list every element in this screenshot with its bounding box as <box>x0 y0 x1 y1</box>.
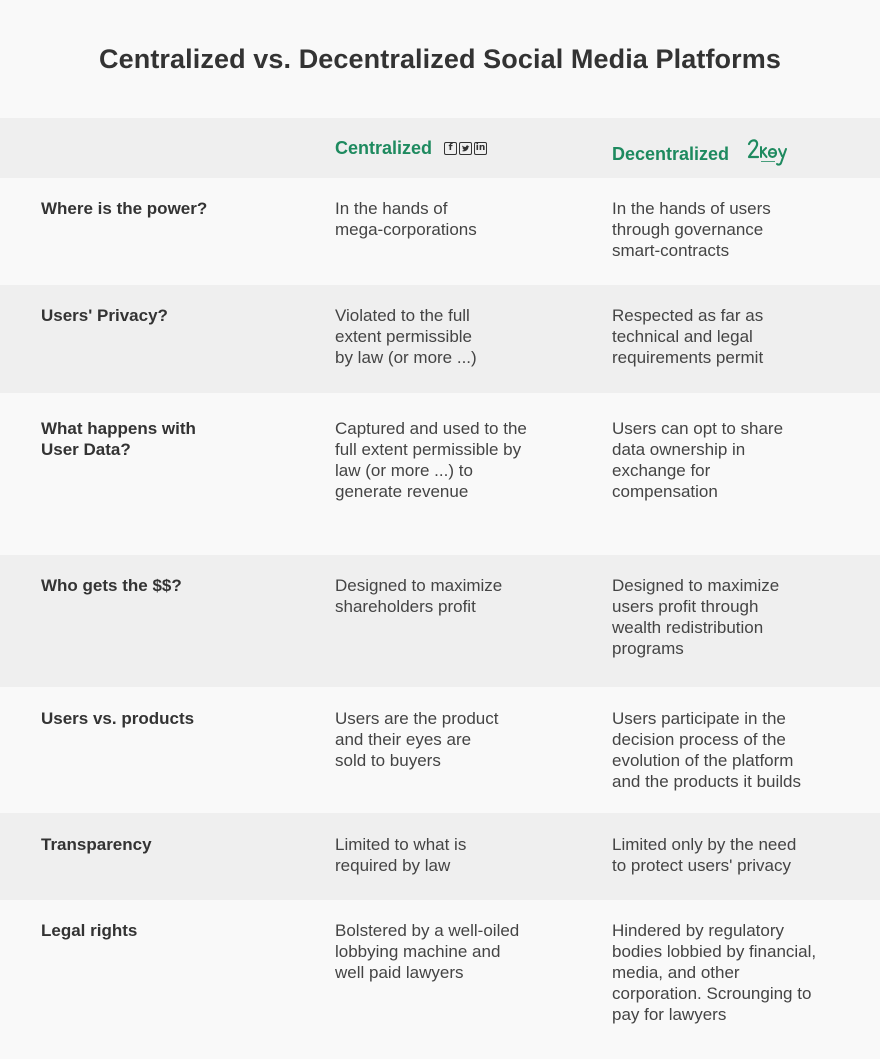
header-decentralized-label: Decentralized <box>612 144 730 164</box>
question-line: Users vs. products <box>41 709 195 728</box>
decentralized-line: corporation. Scrounging to <box>612 984 812 1003</box>
decentralized-line: bodies lobbied by financial, <box>612 942 817 961</box>
centralized-line: law (or more ...) to <box>335 461 473 480</box>
centralized-line: Designed to maximize <box>335 576 503 595</box>
row-question <box>41 920 271 941</box>
centralized-line: extent permissible <box>335 327 473 346</box>
row-decentralized <box>612 834 852 876</box>
table-row <box>0 393 880 555</box>
page-title: Centralized vs. Decentralized Social Media Platforms <box>99 44 781 74</box>
question-line: Legal rights <box>41 921 138 940</box>
table-row <box>0 285 880 393</box>
decentralized-line: Users can opt to share <box>612 419 784 438</box>
decentralized-line: programs <box>612 639 684 658</box>
row-question <box>41 418 271 460</box>
row-decentralized <box>612 418 852 502</box>
row-decentralized <box>612 708 852 792</box>
decentralized-line: to protect users' privacy <box>612 856 791 875</box>
decentralized-line: data ownership in <box>612 440 746 459</box>
decentralized-line: media, and other <box>612 963 740 982</box>
question-line: Where is the power? <box>41 199 208 218</box>
decentralized-line: Users participate in the <box>612 709 786 728</box>
decentralized-line: Designed to maximize <box>612 576 780 595</box>
facebook-icon: f <box>444 142 457 155</box>
linkedin-icon: in <box>475 143 486 153</box>
table-header <box>0 118 880 178</box>
decentralized-line: In the hands of users <box>612 199 771 218</box>
decentralized-line: evolution of the platform <box>612 751 794 770</box>
header-centralized <box>335 138 487 159</box>
decentralized-line: technical and legal <box>612 327 753 346</box>
question-line: User Data? <box>41 440 131 459</box>
row-decentralized <box>612 920 852 1025</box>
decentralized-line: and the products it builds <box>612 772 802 791</box>
social-icons <box>444 142 487 155</box>
row-decentralized <box>612 198 852 261</box>
twitter-icon <box>459 142 472 155</box>
question-line: Transparency <box>41 835 152 854</box>
centralized-line: Users are the product <box>335 709 499 728</box>
decentralized-line: Hindered by regulatory <box>612 921 784 940</box>
centralized-line: Limited to what is <box>335 835 467 854</box>
question-line: Who gets the $$? <box>41 576 182 595</box>
row-question <box>41 834 271 855</box>
centralized-line: shareholders profit <box>335 597 476 616</box>
row-question <box>41 575 271 596</box>
decentralized-line: users profit through <box>612 597 759 616</box>
decentralized-line: requirements permit <box>612 348 764 367</box>
2key-logo <box>747 138 795 171</box>
decentralized-line: Limited only by the need <box>612 835 797 854</box>
centralized-line: well paid lawyers <box>335 963 464 982</box>
centralized-line: Bolstered by a well-oiled <box>335 921 520 940</box>
table-row <box>0 687 880 813</box>
centralized-line: and their eyes are <box>335 730 472 749</box>
comparison-table <box>0 118 880 1059</box>
centralized-line: sold to buyers <box>335 751 441 770</box>
centralized-line: required by law <box>335 856 451 875</box>
centralized-line: by law (or more ...) <box>335 348 477 367</box>
row-centralized <box>335 198 560 240</box>
centralized-line: Captured and used to the <box>335 419 527 438</box>
decentralized-line: through governance <box>612 220 764 239</box>
header-centralized-label: Centralized <box>335 138 433 158</box>
row-centralized <box>335 708 560 771</box>
centralized-line: mega-corporations <box>335 220 477 239</box>
decentralized-line: smart-contracts <box>612 241 730 260</box>
decentralized-line: Respected as far as <box>612 306 764 325</box>
table-row <box>0 900 880 1059</box>
row-centralized <box>335 834 560 876</box>
row-centralized <box>335 920 560 983</box>
centralized-line: In the hands of <box>335 199 448 218</box>
decentralized-line: compensation <box>612 482 718 501</box>
decentralized-line: wealth redistribution <box>612 618 764 637</box>
table-row <box>0 555 880 687</box>
centralized-line: full extent permissible by <box>335 440 522 459</box>
question-line: What happens with <box>41 419 196 438</box>
centralized-line: generate revenue <box>335 482 469 501</box>
row-centralized <box>335 418 560 502</box>
centralized-line: lobbying machine and <box>335 942 501 961</box>
header-decentralized <box>612 138 795 171</box>
row-centralized <box>335 305 560 368</box>
question-line: Users' Privacy? <box>41 306 168 325</box>
row-question <box>41 198 271 219</box>
table-row <box>0 813 880 900</box>
decentralized-line: pay for lawyers <box>612 1005 727 1024</box>
centralized-line: Violated to the full <box>335 306 470 325</box>
row-centralized <box>335 575 560 617</box>
row-question <box>41 708 271 729</box>
row-question <box>41 305 271 326</box>
decentralized-line: exchange for <box>612 461 711 480</box>
decentralized-line: decision process of the <box>612 730 786 749</box>
row-decentralized <box>612 305 852 368</box>
row-decentralized <box>612 575 852 659</box>
table-row <box>0 178 880 285</box>
